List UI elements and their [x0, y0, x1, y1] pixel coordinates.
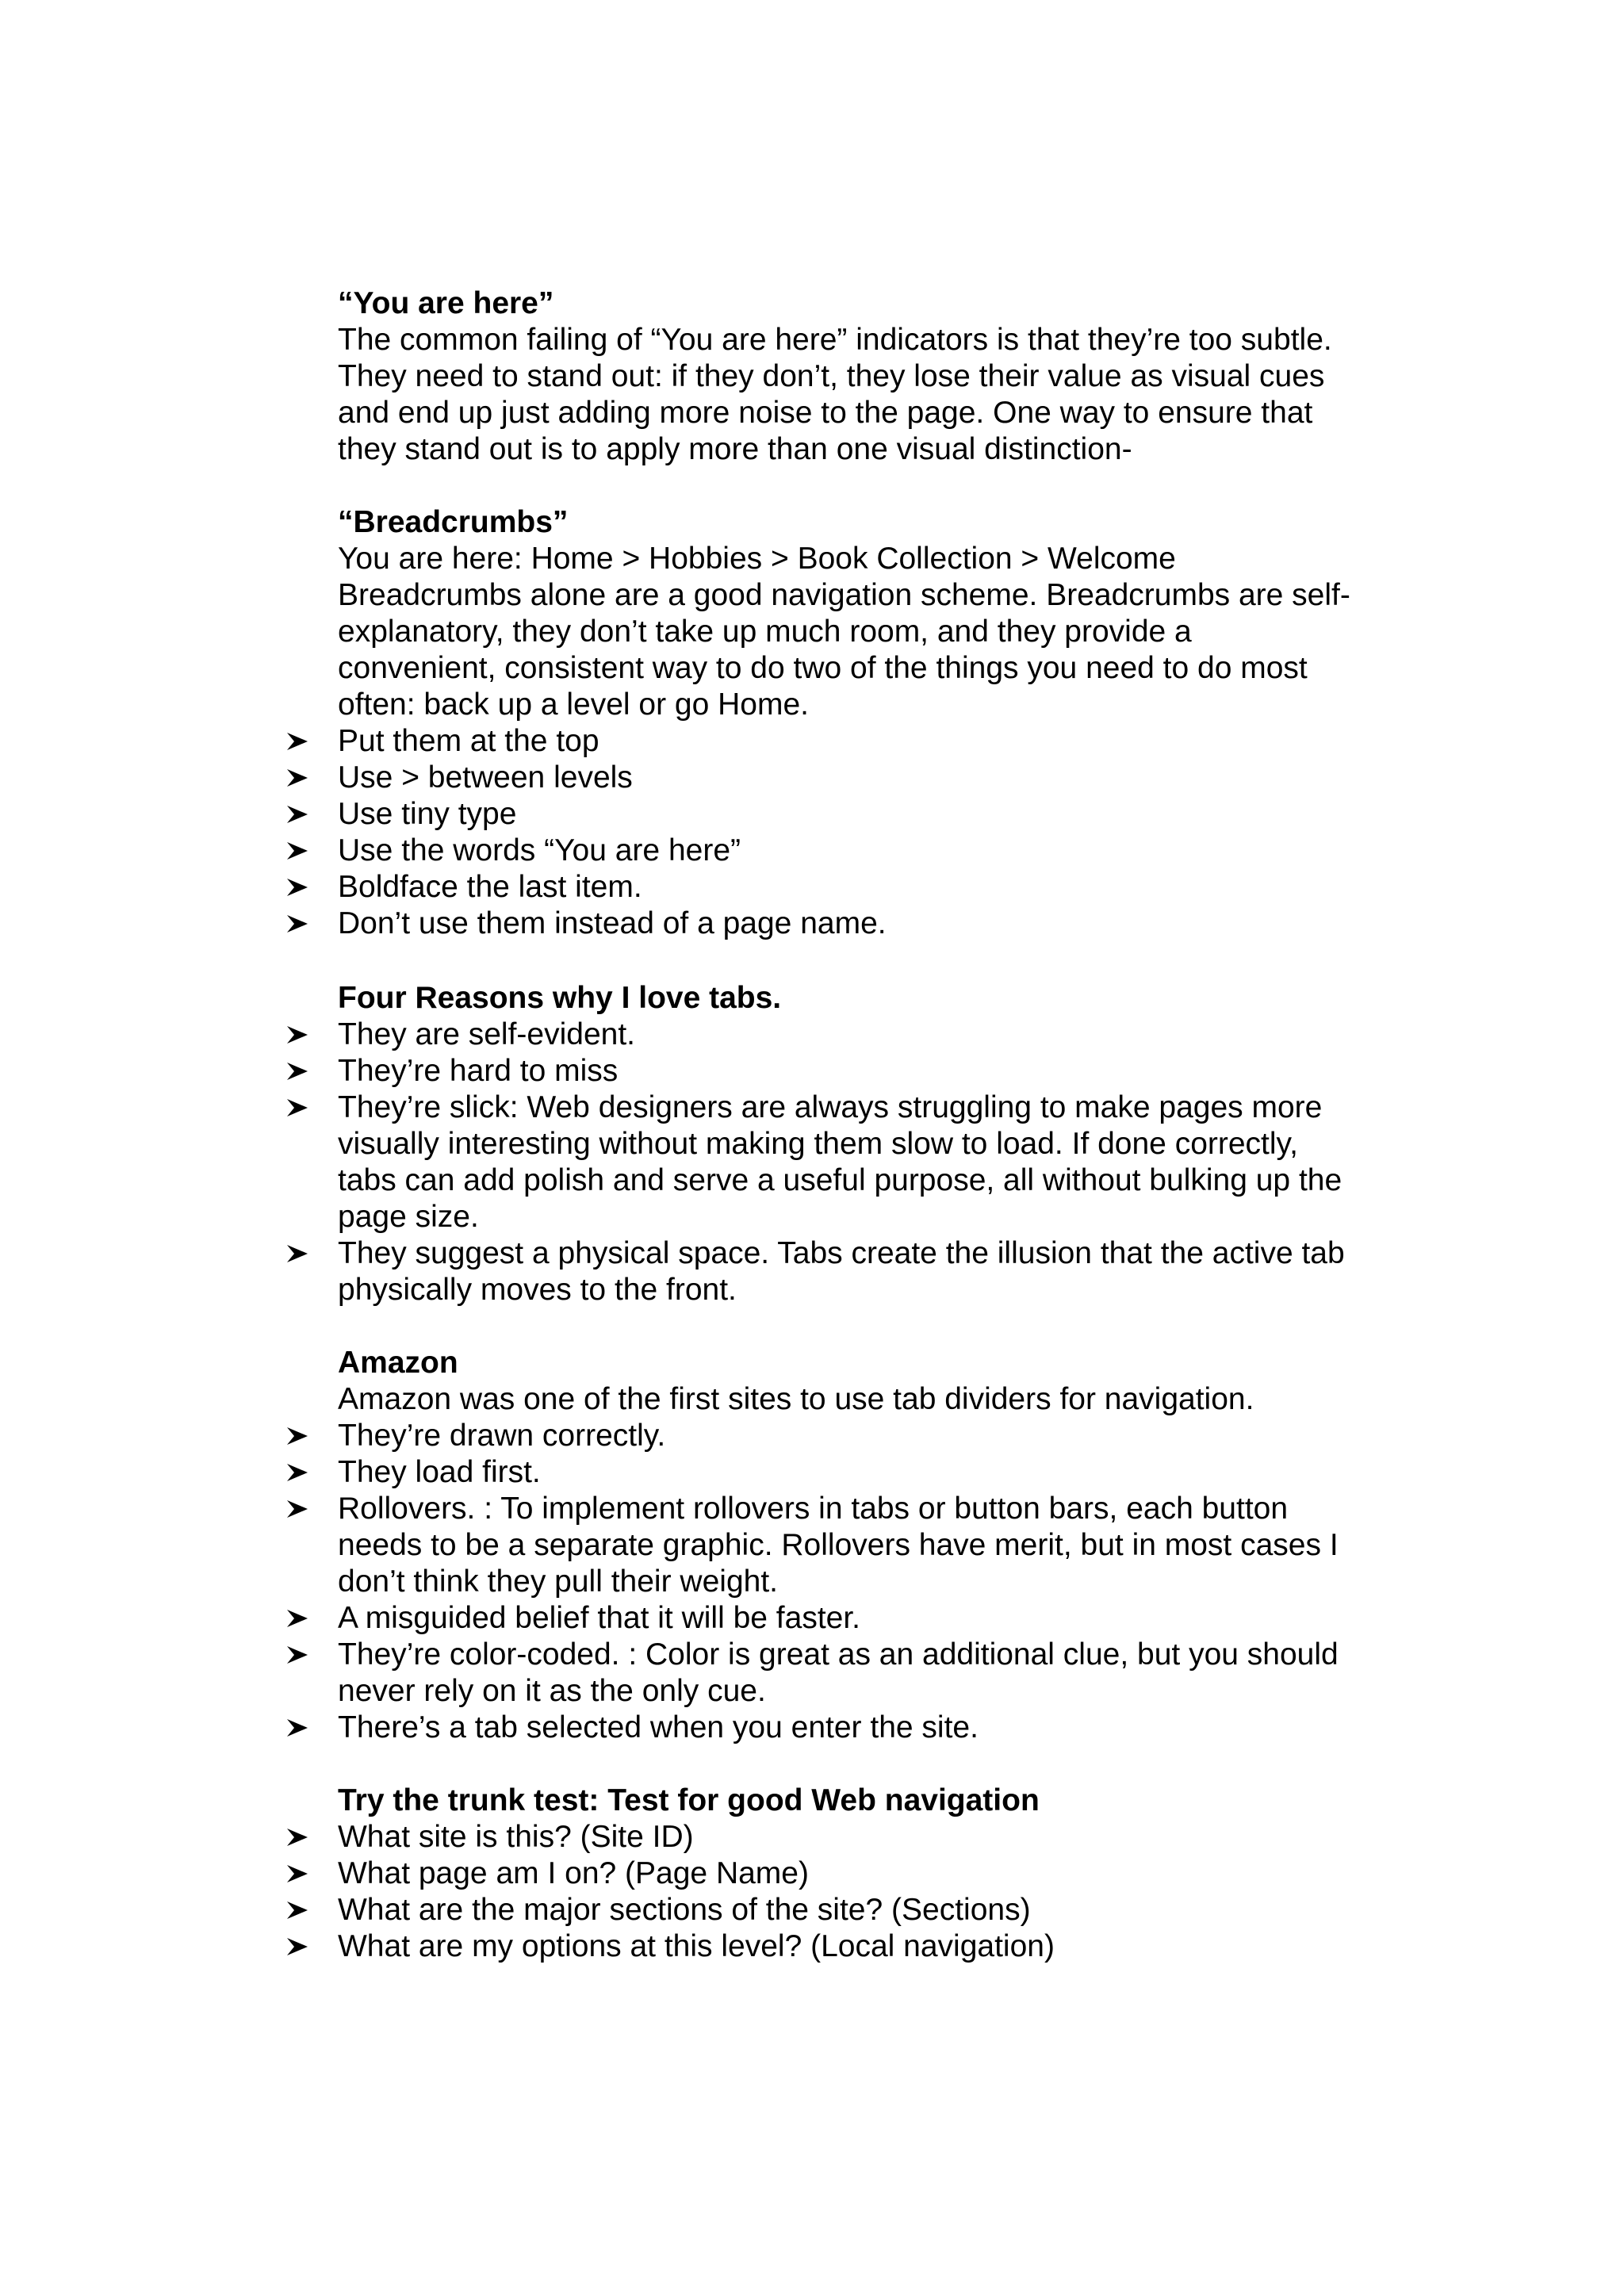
- paragraph-line: Breadcrumbs alone are a good navigation scheme. Breadcrumbs are self-: [338, 578, 1350, 612]
- list-item-text: They’re color-coded. : Color is great as an additional clue, but you should: [338, 1637, 1339, 1672]
- section-breadcrumbs: [281, 504, 1391, 942]
- list-item-text: don’t think they pull their weight.: [338, 1564, 778, 1599]
- list-item-text: needs to be a separate graphic. Rollovers have merit, but in most cases I: [338, 1528, 1339, 1562]
- bullet-list: [281, 1819, 1391, 1965]
- paragraph-line: often: back up a level or go Home.: [338, 687, 810, 722]
- list-item: [281, 1235, 1391, 1308]
- section-heading: “You are here”: [338, 286, 554, 320]
- section-you-are-here: [281, 285, 1391, 468]
- section-heading: Try the trunk test: Test for good Web navigation: [338, 1783, 1040, 1817]
- section-trunk-test: [281, 1783, 1391, 1965]
- arrow-bullet-icon: [285, 1928, 312, 1965]
- list-item: [281, 1855, 1391, 1892]
- list-item: [281, 1928, 1391, 1965]
- list-item: [281, 796, 1391, 833]
- list-item-text: They’re drawn correctly.: [338, 1419, 666, 1453]
- arrow-bullet-icon: [285, 760, 312, 796]
- bullet-list: [281, 1418, 1391, 1746]
- paragraph-line: they stand out is to apply more than one visual distinction-: [338, 432, 1132, 466]
- list-item: [281, 1892, 1391, 1928]
- arrow-bullet-icon: [285, 1090, 312, 1126]
- list-item-text: What are the major sections of the site? (Sections): [338, 1893, 1031, 1927]
- bullet-list: [281, 723, 1391, 942]
- section-paragraph: [338, 541, 1391, 723]
- list-item: [281, 1418, 1391, 1454]
- arrow-bullet-icon: [285, 1819, 312, 1855]
- bullet-list: [281, 1017, 1391, 1308]
- arrow-bullet-icon: [285, 1637, 312, 1673]
- arrow-bullet-icon: [285, 1454, 312, 1491]
- list-item-text: They load first.: [338, 1455, 541, 1489]
- section-heading: Amazon: [338, 1346, 458, 1380]
- list-item: [281, 1710, 1391, 1746]
- list-item-text: They are self-evident.: [338, 1017, 636, 1051]
- list-item-text: page size.: [338, 1200, 479, 1234]
- arrow-bullet-icon: [285, 906, 312, 942]
- arrow-bullet-icon: [285, 833, 312, 869]
- list-item-text: They suggest a physical space. Tabs create the illusion that the active tab: [338, 1236, 1345, 1270]
- paragraph-line: and end up just adding more noise to the page. One way to ensure that: [338, 396, 1313, 430]
- paragraph-line: Amazon was one of the first sites to use tab dividers for navigation.: [338, 1382, 1254, 1416]
- paragraph-line: explanatory, they don’t take up much room, and they provide a: [338, 615, 1192, 649]
- list-item: [281, 1819, 1391, 1855]
- arrow-bullet-icon: [285, 869, 312, 906]
- list-item-text: visually interesting without making them slow to load. If done correctly,: [338, 1127, 1298, 1161]
- list-item-text: Use the words “You are here”: [338, 833, 741, 867]
- list-item-text: What page am I on? (Page Name): [338, 1856, 809, 1890]
- section-amazon: [281, 1345, 1391, 1746]
- list-item-text: Put them at the top: [338, 724, 599, 758]
- list-item-text: What are my options at this level? (Local navigation): [338, 1929, 1055, 1963]
- list-item: [281, 723, 1391, 760]
- list-item-text: Don’t use them instead of a page name.: [338, 906, 887, 940]
- list-item-text: Boldface the last item.: [338, 870, 642, 904]
- arrow-bullet-icon: [285, 723, 312, 760]
- section-heading: Four Reasons why I love tabs.: [338, 981, 782, 1015]
- arrow-bullet-icon: [285, 1235, 312, 1272]
- section-four-reasons: [281, 980, 1391, 1308]
- list-item-text: never rely on it as the only cue.: [338, 1674, 766, 1708]
- list-item: [281, 1454, 1391, 1491]
- paragraph-line: convenient, consistent way to do two of the things you need to do most: [338, 651, 1308, 685]
- list-item: [281, 869, 1391, 906]
- list-item: [281, 906, 1391, 942]
- arrow-bullet-icon: [285, 1491, 312, 1527]
- list-item: [281, 1090, 1391, 1235]
- arrow-bullet-icon: [285, 1017, 312, 1053]
- arrow-bullet-icon: [285, 1418, 312, 1454]
- list-item: [281, 760, 1391, 796]
- list-item: [281, 1600, 1391, 1637]
- arrow-bullet-icon: [285, 1892, 312, 1928]
- list-item: [281, 1637, 1391, 1710]
- list-item-text: What site is this? (Site ID): [338, 1820, 694, 1854]
- list-item-text: They’re slick: Web designers are always struggling to make pages more: [338, 1090, 1323, 1124]
- arrow-bullet-icon: [285, 1710, 312, 1746]
- section-paragraph: [338, 1381, 1391, 1418]
- list-item-text: physically moves to the front.: [338, 1273, 737, 1307]
- list-item: [281, 1017, 1391, 1053]
- list-item-text: There’s a tab selected when you enter the site.: [338, 1710, 979, 1744]
- arrow-bullet-icon: [285, 1600, 312, 1637]
- paragraph-line: The common failing of “You are here” indicators is that they’re too subtle.: [338, 323, 1332, 357]
- list-item: [281, 1053, 1391, 1090]
- arrow-bullet-icon: [285, 1053, 312, 1090]
- arrow-bullet-icon: [285, 1855, 312, 1892]
- paragraph-line: You are here: Home > Hobbies > Book Collection > Welcome: [338, 542, 1176, 576]
- list-item-text: They’re hard to miss: [338, 1054, 619, 1088]
- section-paragraph: [338, 322, 1391, 468]
- list-item-text: Rollovers. : To implement rollovers in tabs or button bars, each button: [338, 1492, 1289, 1526]
- list-item-text: Use > between levels: [338, 760, 633, 795]
- arrow-bullet-icon: [285, 796, 312, 833]
- list-item: [281, 833, 1391, 869]
- list-item: [281, 1491, 1391, 1600]
- list-item-text: Use tiny type: [338, 797, 517, 831]
- list-item-text: A misguided belief that it will be faster.: [338, 1601, 861, 1635]
- paragraph-line: They need to stand out: if they don’t, they lose their value as visual cues: [338, 359, 1325, 393]
- list-item-text: tabs can add polish and serve a useful purpose, all without bulking up the: [338, 1163, 1342, 1197]
- section-heading: “Breadcrumbs”: [338, 505, 569, 539]
